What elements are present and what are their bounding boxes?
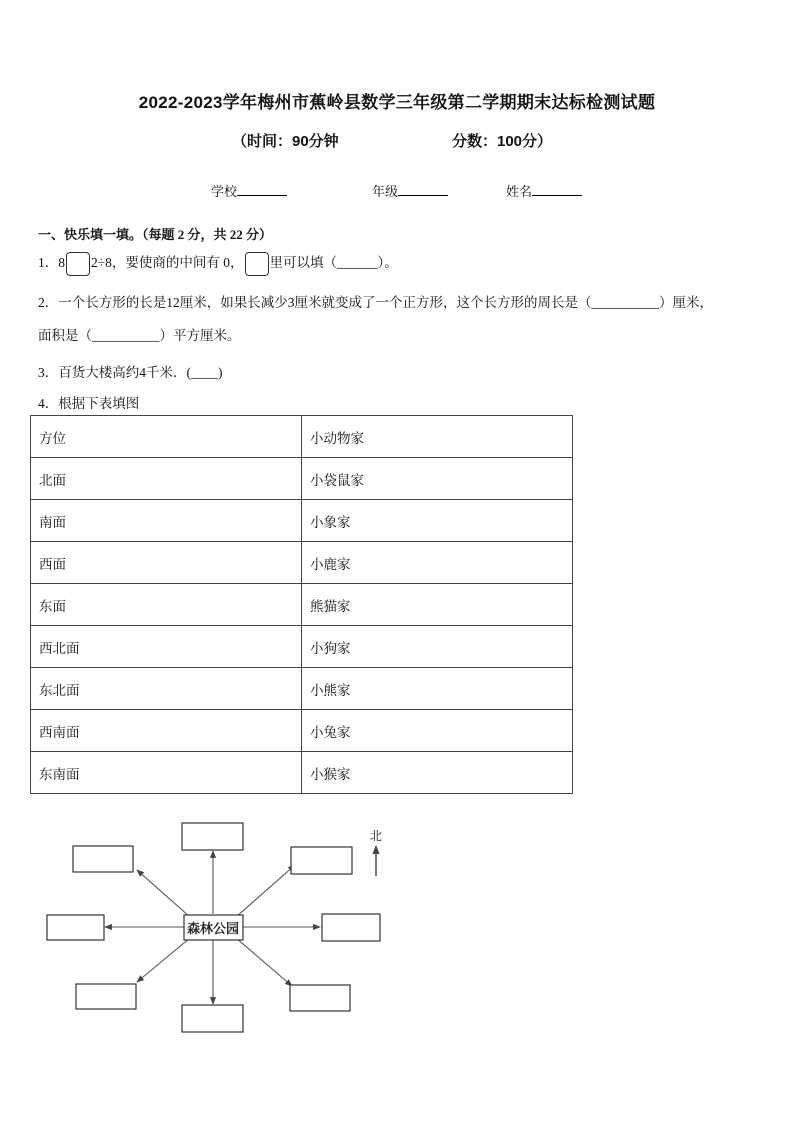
exam-time: （时间：90分钟 — [232, 133, 339, 150]
table-row — [31, 416, 573, 458]
direction-cell: 东南面 — [31, 752, 302, 794]
page-title: 2022-2023学年梅州市蕉岭县数学三年级第二学期期末达标检测试题 — [138, 93, 656, 112]
arrow-southeast — [236, 938, 292, 986]
animal-home-cell: 小猴家 — [302, 752, 573, 794]
arrow-northeast — [236, 865, 295, 917]
question-2-line1: 2．一个长方形的长是12厘米，如果长减少3厘米就变成了一个正方形，这个长方形的周长是（__________）厘米， — [38, 295, 713, 310]
animal-home-cell: 小兔家 — [302, 710, 573, 752]
q1-suffix: 里可以填（______）。 — [269, 255, 398, 270]
name-field[interactable] — [506, 181, 582, 200]
animal-home-cell: 小鹿家 — [302, 542, 573, 584]
direction-map — [40, 818, 390, 1038]
direction-cell: 方位 — [31, 416, 302, 458]
q1-mid: 2÷8，要使商的中间有 0， — [91, 255, 244, 270]
table-row — [31, 668, 573, 710]
q1-prefix: 1．8 — [38, 255, 65, 270]
direction-table — [30, 415, 573, 794]
q1-digit-box-1[interactable] — [66, 252, 90, 276]
direction-cell: 西南面 — [31, 710, 302, 752]
direction-table-body — [31, 416, 573, 794]
grade-field[interactable] — [372, 181, 448, 200]
direction-cell: 西北面 — [31, 626, 302, 668]
table-row — [31, 458, 573, 500]
question-4: 4．根据下表填图 — [38, 396, 140, 411]
arrow-southwest — [137, 938, 190, 982]
forest-park-label: 森林公园 — [186, 922, 240, 937]
grade-label: 年级 — [372, 184, 399, 199]
table-row — [31, 584, 573, 626]
answer-box-southeast[interactable] — [290, 985, 350, 1011]
section-heading: 一、快乐填一填。（每题 2 分，共 22 分） — [38, 227, 273, 242]
answer-box-northwest[interactable] — [73, 846, 133, 872]
answer-box-northeast[interactable] — [291, 847, 352, 874]
name-label: 姓名 — [506, 184, 533, 199]
direction-cell: 东面 — [31, 584, 302, 626]
table-row — [31, 626, 573, 668]
name-blank[interactable] — [532, 183, 582, 196]
direction-cell: 南面 — [31, 500, 302, 542]
grade-blank[interactable] — [398, 183, 448, 196]
table-row — [31, 710, 573, 752]
table-row — [31, 542, 573, 584]
animal-home-cell: 小动物家 — [302, 416, 573, 458]
answer-box-south[interactable] — [182, 1005, 243, 1032]
q1-digit-box-2[interactable] — [245, 252, 269, 276]
direction-cell: 东北面 — [31, 668, 302, 710]
table-row — [31, 500, 573, 542]
direction-cell: 西面 — [31, 542, 302, 584]
answer-box-east[interactable] — [322, 914, 380, 941]
table-row — [31, 752, 573, 794]
question-3: 3．百货大楼高约4千米．(____) — [38, 365, 223, 380]
animal-home-cell: 小狗家 — [302, 626, 573, 668]
animal-home-cell: 小象家 — [302, 500, 573, 542]
animal-home-cell: 小袋鼠家 — [302, 458, 573, 500]
school-label: 学校 — [211, 184, 238, 199]
direction-cell: 北面 — [31, 458, 302, 500]
answer-box-west[interactable] — [47, 915, 104, 940]
animal-home-cell: 小熊家 — [302, 668, 573, 710]
school-blank[interactable] — [237, 183, 287, 196]
north-label: 北 — [369, 829, 383, 843]
answer-box-southwest[interactable] — [76, 984, 136, 1009]
answer-box-north[interactable] — [182, 823, 243, 850]
animal-home-cell: 熊猫家 — [302, 584, 573, 626]
school-field[interactable] — [211, 181, 287, 200]
question-1 — [38, 251, 398, 276]
question-2-line2: 面积是（__________）平方厘米。 — [38, 328, 241, 343]
exam-score: 分数：100分） — [452, 133, 553, 150]
arrow-northwest — [137, 870, 190, 917]
